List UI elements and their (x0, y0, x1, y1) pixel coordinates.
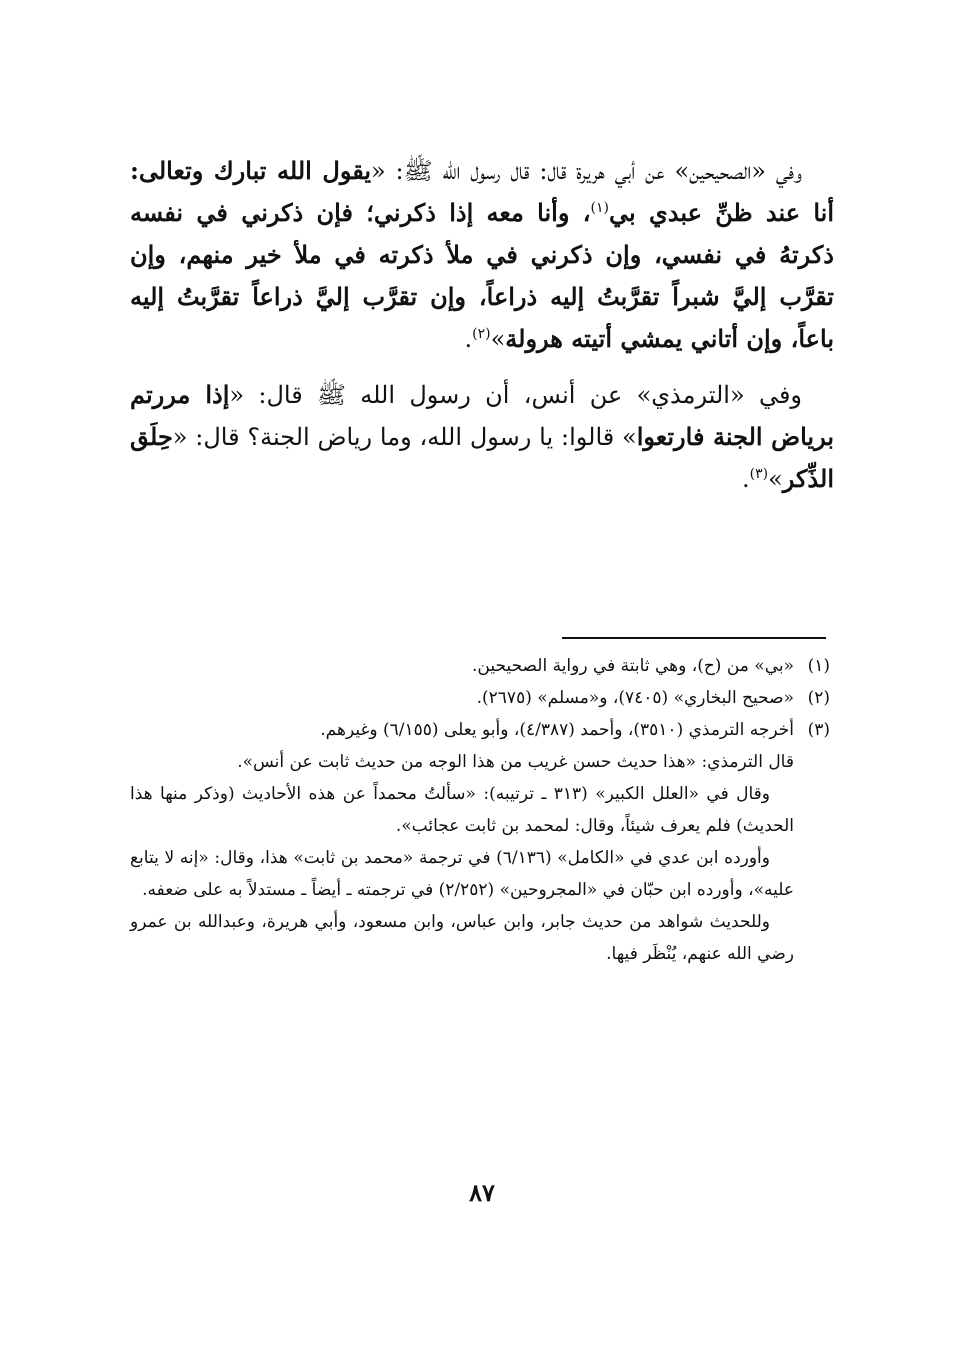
hadith-text-3: حِلَق الذِّكر (130, 422, 834, 493)
footnote-text-tirmidhi: قال الترمذي: «هذا حديث حسن غريب من هذا الوجه من حديث ثابت عن أنس». (237, 752, 794, 772)
paragraph-1 (130, 150, 834, 360)
footnote-1 (130, 650, 830, 682)
hadith-text-cont: ، وأنا معه إذا ذكرني؛ فإن ذكرني في نفسه ذكرتهُ في نفسي، وإن ذكرني في ملأ ذكرته في ملأ خير منهم، وإن تقرَّب إليَّ شبراً تقرَّبتُ إليه ذراعاً، وإن تقرَّب إليَّ ذراعاً تقرَّبتُ إليه باعاً، وإن أتاني يمشي أتيته هرولة (130, 198, 834, 353)
footnote-text-kamil: وأورده ابن عدي في «الكامل» (٦/١٣٦) في ترجمة «محمد بن ثابت» هذا، وقال: «إنه لا يتابع عليه»، وأورده ابن حبّان في «المجروحين» (٢/٢٥٢) في ترجمته ـ أيضاً ـ مستدلاً به على ضعفه. (130, 848, 794, 900)
footnote-divider (562, 637, 826, 639)
quote-close-2: » (768, 465, 783, 493)
paragraph-2 (130, 374, 834, 500)
footnote-ref-3: (٣) (749, 466, 769, 482)
footnote-text-ilal: وقال في «العلل الكبير» (٣١٣ ـ ترتيبه): «سألتُ محمداً عن هذه الأحاديث (وذكر منها هذا الحديث) فلم يعرف شيئاً، وقال: لمحمد بن ثابت عجائب». (130, 784, 794, 836)
p2-mid: » قالوا: يا رسول الله، وما رياض الجنة؟ قال: « (172, 423, 637, 451)
footnote-text: «صحيح البخاري» (٧٤٠٥)، و«مسلم» (٢٦٧٥). (476, 688, 794, 708)
period: . (464, 325, 473, 353)
footnote-3 (130, 714, 830, 970)
footnote-number: (٣) (807, 720, 830, 740)
hadith-text: يقول الله تبارك وتعالى: أنا عند ظنِّ عبدي بي (130, 156, 835, 227)
main-text (130, 150, 834, 514)
footnote-2 (130, 682, 830, 714)
hadith-text-2: إذا مررتم برياض الجنة فارتعوا (130, 380, 835, 451)
footnote-number: (١) (807, 656, 830, 676)
footnote-text: «بي» من (ح)، وهي ثابتة في رواية الصحيحين. (471, 656, 794, 676)
quote-close: » (490, 325, 506, 353)
p2-intro: وفي «الترمذي» عن أنس، أن رسول الله ﷺ قال: « (229, 381, 803, 409)
p1-intro: وفي «الصحيحين» عن أبي هريرة قال: قال رسول الله ﷺ: « (371, 157, 802, 185)
footnote-number: (٢) (807, 688, 830, 708)
footnotes (130, 650, 830, 970)
footnote-text-shawahid: وللحديث شواهد من حديث جابر، وابن عباس، وابن مسعود، وأبي هريرة، وعبدالله بن عمرو رضي الله عنهم، يُنْظَر فيها. (130, 912, 794, 964)
period-2: . (741, 465, 750, 493)
footnote-text: أخرجه الترمذي (٣٥١٠)، وأحمد (٤/٣٨٧)، وأبو يعلى (٦/١٥٥) وغيرهم. (320, 720, 794, 740)
footnote-ref-2: (٢) (472, 326, 491, 342)
page-number: ٨٧ (469, 1178, 495, 1207)
footnote-ref-1: (١) (590, 200, 609, 216)
